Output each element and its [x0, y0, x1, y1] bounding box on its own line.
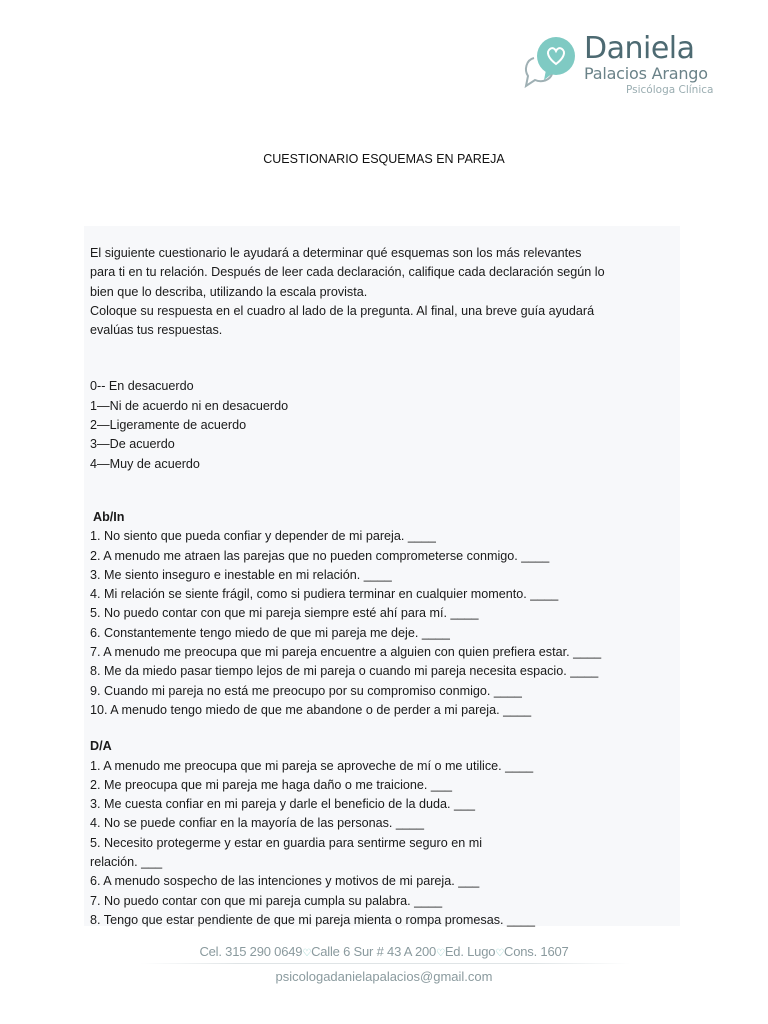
question-item: 4. No se puede confiar en la mayoría de las personas. ____ — [90, 816, 424, 831]
scale-item: 0-- En desacuerdo — [90, 379, 194, 394]
scale-item: 3—De acuerdo — [90, 437, 175, 452]
brand-logo — [522, 30, 722, 102]
scale-item: 4—Muy de acuerdo — [90, 456, 200, 471]
footer-contact — [0, 944, 768, 959]
question-item: 8. Me da miedo pasar tiempo lejos de mi pareja o cuando mi pareja necesita espacio. ____ — [90, 664, 599, 679]
intro-line: bien que lo describa, utilizando la escala provista. — [90, 284, 368, 299]
scale-item: 2—Ligeramente de acuerdo — [90, 418, 247, 433]
intro-line: El siguiente cuestionario le ayudará a determinar qué esquemas son los más relevantes — [90, 246, 582, 260]
question-item: 1. A menudo me preocupa que mi pareja se aproveche de mí o me utilice. ____ — [90, 758, 534, 773]
question-item: 1. No siento que pueda confiar y depender de mi pareja. ____ — [90, 529, 436, 544]
footer-office: Cons. 1607 — [504, 944, 569, 959]
question-item: 5. Necesito protegerme y estar en guardia para sentirme seguro en mi — [90, 835, 483, 850]
question-item: relación. ___ — [90, 855, 163, 870]
section-ab-in — [90, 508, 670, 720]
question-item: 6. Constantemente tengo miedo de que mi pareja me deje. ____ — [90, 625, 450, 640]
footer-phone: Cel. 315 290 0649 — [199, 944, 303, 959]
intro-line: evalúas tus respuestas. — [90, 323, 223, 338]
heart-chat-icon — [522, 34, 580, 90]
footer-email[interactable]: psicologadanielapalacios@gmail.com — [275, 969, 493, 984]
logo-role: Psicóloga Clínica — [626, 84, 714, 96]
question-item: 2. Me preocupa que mi pareja me haga daño o me traicione. ___ — [90, 777, 452, 792]
question-item: 3. Me cuesta confiar en mi pareja y darle el beneficio de la duda. ___ — [90, 797, 476, 812]
intro-block — [90, 244, 670, 340]
question-item: 9. Cuando mi pareja no está me preocupo por su compromiso conmigo. ____ — [90, 683, 522, 698]
question-item: 2. A menudo me atraen las parejas que no pueden comprometerse conmigo. ____ — [90, 548, 550, 563]
questionnaire-content — [90, 244, 670, 930]
scale-block — [90, 377, 670, 473]
logo-name: Daniela — [584, 31, 695, 66]
question-item: 6. A menudo sospecho de las intenciones y motivos de mi pareja. ___ — [90, 874, 480, 889]
question-item: 7. A menudo me preocupa que mi pareja encuentre a alguien con quien prefiera estar. ____ — [90, 645, 602, 660]
section-d-a — [90, 737, 670, 930]
heart-icon: ♡ — [436, 948, 445, 959]
intro-line: para ti en tu relación. Después de leer cada declaración, califique cada declaración según lo — [90, 265, 605, 280]
section-heading: D/A — [90, 739, 112, 754]
footer-address: Calle 6 Sur # 43 A 200 — [311, 944, 437, 959]
question-item: 10. A menudo tengo miedo de que me abandone o de perder a mi pareja. ____ — [90, 702, 532, 717]
question-item: 7. No puedo contar con que mi pareja cumpla su palabra. ____ — [90, 893, 443, 908]
logo-subname: Palacios Arango — [584, 64, 708, 83]
heart-icon: ♡ — [302, 948, 312, 959]
scale-item: 1—Ni de acuerdo ni en desacuerdo — [90, 398, 289, 413]
question-item: 3. Me siento inseguro e inestable en mi relación. ____ — [90, 567, 392, 582]
footer-building: Ed. Lugo — [444, 944, 496, 959]
document-title: CUESTIONARIO ESQUEMAS EN PAREJA — [263, 152, 505, 166]
intro-line: Coloque su respuesta en el cuadro al lado de la pregunta. Al final, una breve guía ayudará — [90, 303, 595, 318]
section-heading: Ab/In — [93, 509, 125, 524]
heart-icon: ♡ — [495, 948, 505, 959]
footer-divider — [140, 963, 630, 964]
question-item: 5. No puedo contar con que mi pareja siempre esté ahí para mí. ____ — [90, 606, 479, 621]
question-item: 4. Mi relación se siente frágil, como si pudiera terminar en cualquier momento. ____ — [90, 587, 559, 602]
question-item: 8. Tengo que estar pendiente de que mi pareja mienta o rompa promesas. ____ — [90, 912, 536, 927]
